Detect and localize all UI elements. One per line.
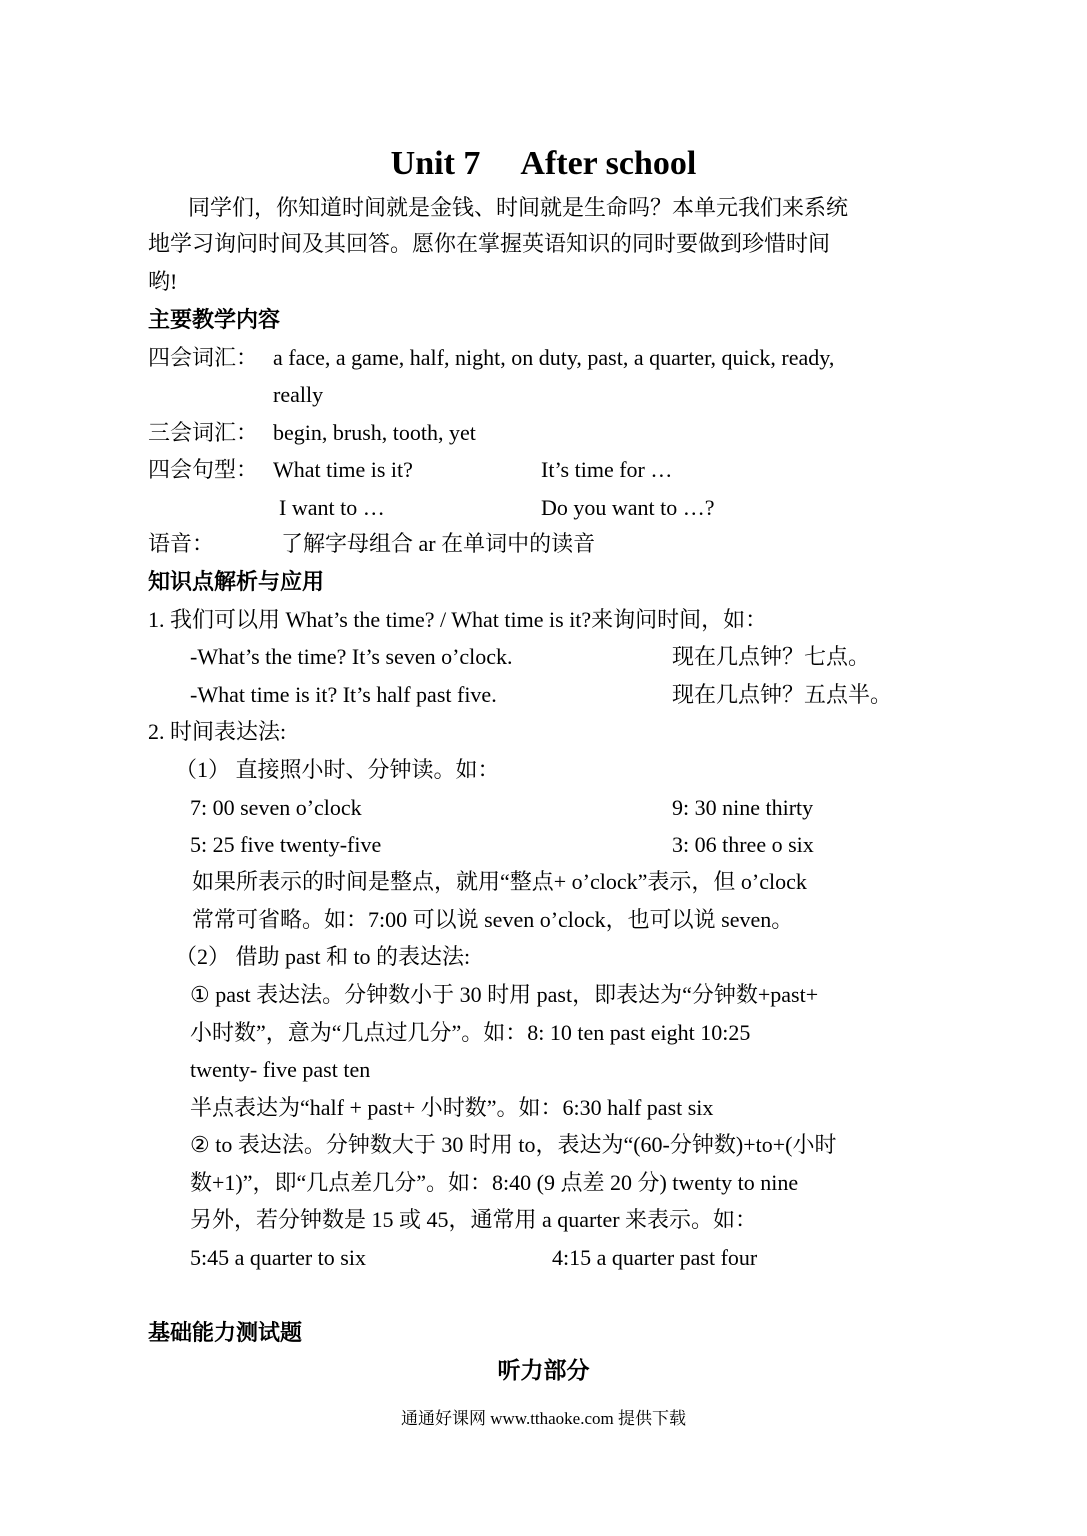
- quarter-example-2: 4:15 a quarter past four: [552, 1245, 758, 1270]
- phonics-label: 语音：: [148, 531, 215, 556]
- point-1-example-2-en: -What time is it? It’s half past five.: [190, 682, 497, 707]
- point-1-example-2-cn: 现在几点钟？五点半。: [672, 682, 893, 707]
- unit-number: Unit 7: [390, 145, 481, 182]
- page-title: [0, 147, 1087, 181]
- point-2: 2. 时间表达法:: [148, 719, 287, 744]
- to-rule-2: 数+1)”，即“几点差几分”。如：8:40 (9 点差 20 分) twenty to nine: [190, 1170, 799, 1195]
- heading-basic-test: 基础能力测试题: [148, 1320, 303, 1345]
- point-1-example-1-cn: 现在几点钟？七点。: [672, 644, 871, 669]
- time-example-3: 5: 25 five twenty-five: [190, 832, 382, 857]
- point-2-sub-1: （1） 直接照小时、分钟读。如：: [175, 757, 500, 782]
- sentence-a: What time is it?: [273, 457, 413, 482]
- unit-name: After school: [520, 145, 697, 182]
- past-rule-3: twenty- five past ten: [190, 1057, 371, 1082]
- point-1-example-1-en: -What’s the time? It’s seven o’clock.: [190, 644, 513, 669]
- intro-line-1: 同学们，你知道时间就是金钱、时间就是生命吗？本单元我们来系统: [188, 195, 849, 220]
- time-example-2: 9: 30 nine thirty: [672, 795, 814, 820]
- sentence-d: Do you want to …?: [541, 495, 715, 520]
- sentence-b: It’s time for …: [541, 457, 673, 482]
- vocab3-text: begin, brush, tooth, yet: [273, 420, 476, 445]
- heading-listening: 听力部分: [497, 1358, 590, 1383]
- quarter-rule: 另外，若分钟数是 15 或 45，通常用 a quarter 来表示。如：: [190, 1207, 758, 1232]
- quarter-example-1: 5:45 a quarter to six: [190, 1245, 366, 1270]
- page-footer: 通通好课网 www.tthaoke.com 提供下载: [400, 1409, 687, 1428]
- intro-line-3: 哟!: [148, 269, 178, 294]
- vocab3-label: 三会词汇：: [148, 420, 259, 445]
- vocab4-line-2: really: [273, 382, 324, 407]
- vocab4-label: 四会词汇：: [148, 345, 259, 370]
- point-2-sub-2: （2） 借助 past 和 to 的表达法:: [175, 944, 471, 969]
- time-example-1: 7: 00 seven o’clock: [190, 795, 362, 820]
- to-rule-1: ② to 表达法。分钟数大于 30 时用 to，表达为“(60-分钟数)+to+(小时: [190, 1132, 837, 1157]
- vocab4-line-1: a face, a game, half, night, on duty, past, a quarter, quick, ready,: [273, 345, 835, 370]
- sentence-c: I want to …: [279, 495, 385, 520]
- intro-line-2: 地学习询问时间及其回答。愿你在掌握英语知识的同时要做到珍惜时间: [148, 231, 831, 256]
- point-1: 1. 我们可以用 What’s the time? / What time is it?来询问时间，如：: [148, 607, 768, 632]
- past-rule-2: 小时数”，意为“几点过几分”。如：8: 10 ten past eight 10:25: [190, 1020, 751, 1045]
- phonics-text: 了解字母组合 ar 在单词中的读音: [281, 531, 596, 556]
- oclock-note-2: 常常可省略。如：7:00 可以说 seven o’clock，也可以说 seven。: [192, 907, 794, 932]
- oclock-note-1: 如果所表示的时间是整点，就用“整点+ o’clock”表示，但 o’clock: [192, 869, 807, 894]
- half-rule: 半点表达为“half + past+ 小时数”。如：6:30 half past six: [190, 1095, 714, 1120]
- sentence-label: 四会句型：: [148, 457, 259, 482]
- past-rule-1: ① past 表达法。分钟数小于 30 时用 past，即表达为“分钟数+past+: [190, 982, 819, 1007]
- heading-knowledge-points: 知识点解析与应用: [148, 569, 325, 594]
- heading-main-content: 主要教学内容: [148, 307, 281, 332]
- time-example-4: 3: 06 three o six: [672, 832, 814, 857]
